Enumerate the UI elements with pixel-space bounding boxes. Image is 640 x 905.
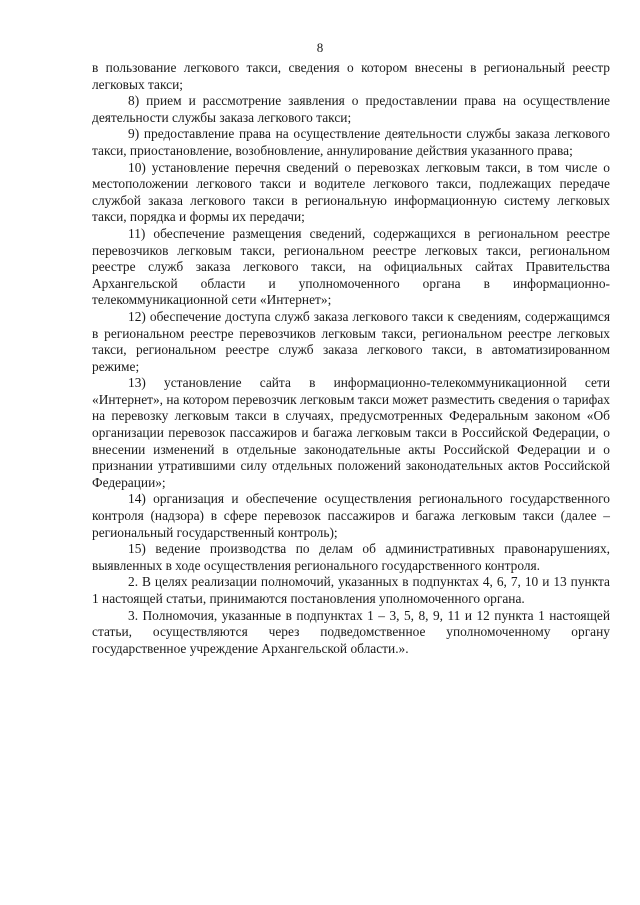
paragraph-item-12: 12) обеспечение доступа служб заказа легкового такси к сведениям, содержащимся в региональном реестре перевозчиков легковым такси, региональном реестре легковых такси, региональном реестре служб заказа легкового такси, в автоматизированном режиме; — [92, 308, 610, 374]
page-number: 8 — [316, 40, 324, 55]
paragraph-clause-3: 3. Полномочия, указанные в подпунктах 1 – 3, 5, 8, 9, 11 и 12 пункта 1 настоящей статьи, осуществляются через подведомственное уполномоченному органу государственное учреждение Архангельской области.». — [92, 607, 610, 656]
document-body — [92, 60, 610, 657]
paragraph-item-10: 10) установление перечня сведений о перевозках легковым такси, в том числе о местоположении легкового такси и водителе легкового такси, подлежащих передаче службой заказа легкового такси в региональную информационную систему легковых такси, порядка и формы их передачи; — [92, 159, 610, 225]
paragraph-item-13: 13) установление сайта в информационно-телекоммуникационной сети «Интернет», на котором перевозчик легковым такси может разместить сведения о тарифах на перевозку легковым такси в случаях, предусмотренных Федеральным законом «Об организации перевозок пассажиров и багажа легковым такси в Российской Федерации, о внесении изменений в отдельные законодательные акты Российской Федерации и о признании утратившими силу отдельных положений законодательных актов Российской Федерации»; — [92, 375, 610, 490]
paragraph-item-9: 9) предоставление права на осуществление деятельности службы заказа легкового такси, приостановление, возобновление, аннулирование действия указанного права; — [92, 126, 610, 158]
paragraph-item-15: 15) ведение производства по делам об административных правонарушениях, выявленных в ходе осуществления регионального государственного контроля. — [92, 541, 610, 573]
paragraph-continuation: в пользование легкового такси, сведения о котором внесены в региональный реестр легковых такси; — [92, 60, 610, 92]
paragraph-clause-2: 2. В целях реализации полномочий, указанных в подпунктах 4, 6, 7, 10 и 13 пункта 1 настоящей статьи, принимаются постановления уполномоченного органа. — [92, 574, 610, 606]
paragraph-item-11: 11) обеспечение размещения сведений, содержащихся в региональном реестре перевозчиков легковым такси, региональном реестре легковых такси, региональном реестре служб заказа легкового такси, на официальных сайтах Правительства Архангельской области и уполномоченного органа в информационно-телекоммуникационной сети «Интернет»; — [92, 225, 610, 308]
paragraph-item-8: 8) прием и рассмотрение заявления о предоставлении права на осуществление деятельности службы заказа легкового такси; — [92, 93, 610, 125]
paragraph-item-14: 14) организация и обеспечение осуществления регионального государственного контроля (надзора) в сфере перевозок пассажиров и багажа легковым такси (далее – региональный государственный контроль); — [92, 491, 610, 540]
